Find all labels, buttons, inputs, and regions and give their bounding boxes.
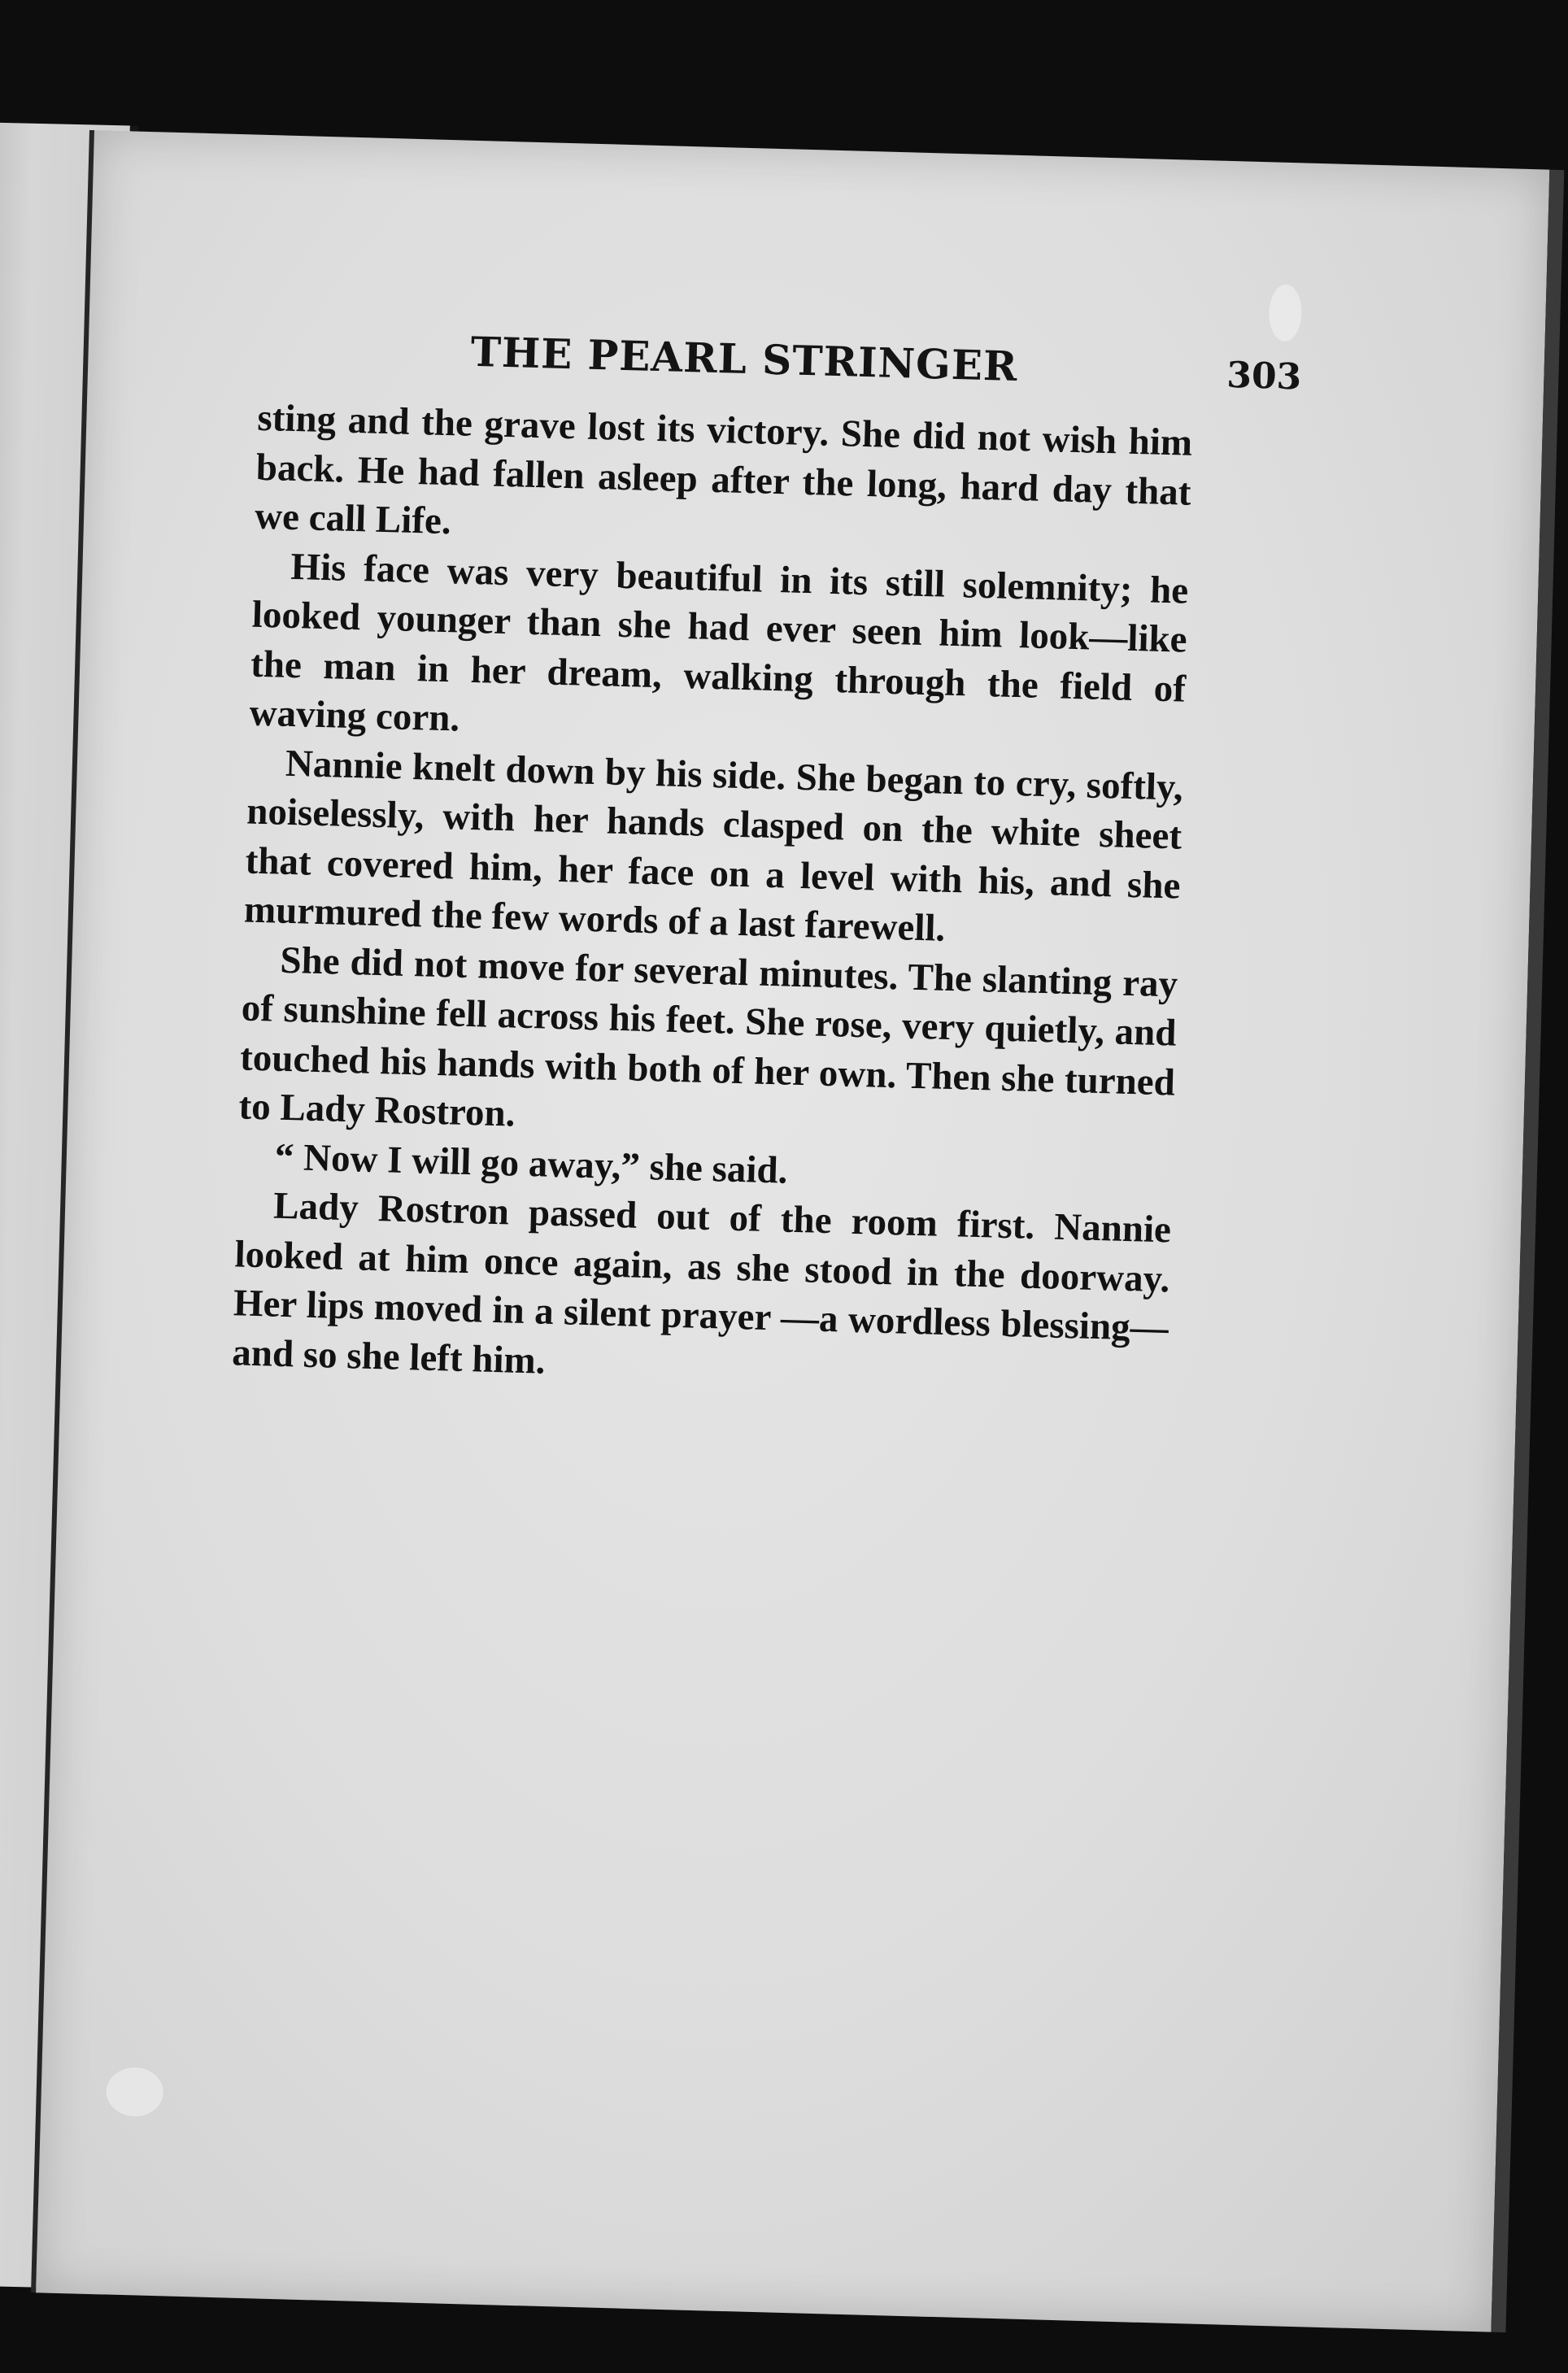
page-number: 303	[1226, 354, 1302, 398]
running-head: THE PEARL STRINGER	[470, 327, 1019, 390]
scan-speck	[1269, 284, 1303, 342]
paragraph: Nannie knelt down by his side. She began to cry, softly, noiselessly, with her hands clasped on the white sheet that covered him, her face on a level with his, and she murmured the few words of a last farewell.	[243, 742, 1184, 950]
body-text	[232, 394, 1193, 1403]
scan-speck	[106, 2066, 164, 2117]
paragraph: His face was very beautiful in its still solemnity; he looked younger than she had ever seen him look—like the man in her dream, walking through the field of waving corn.	[248, 545, 1189, 740]
paragraph: “ Now I will go away,” she said.	[274, 1135, 789, 1192]
paragraph: She did not move for several minutes. The slanting ray of sunshine fell across his feet. She rose, very quietly, and touched his hands with both of her own. Then she turned to Lady Rostron.	[237, 938, 1178, 1135]
paragraph: Lady Rostron passed out of the room first. Nannie looked at him once again, as she stood in the doorway. Her lips moved in a silent prayer —a wordless blessing—and so she left him.	[231, 1184, 1172, 1382]
paragraph: sting and the grave lost its victory. She did not wish him back. He had fallen asleep after the long, hard day that we call Life.	[254, 396, 1193, 543]
book-page	[31, 130, 1564, 2332]
